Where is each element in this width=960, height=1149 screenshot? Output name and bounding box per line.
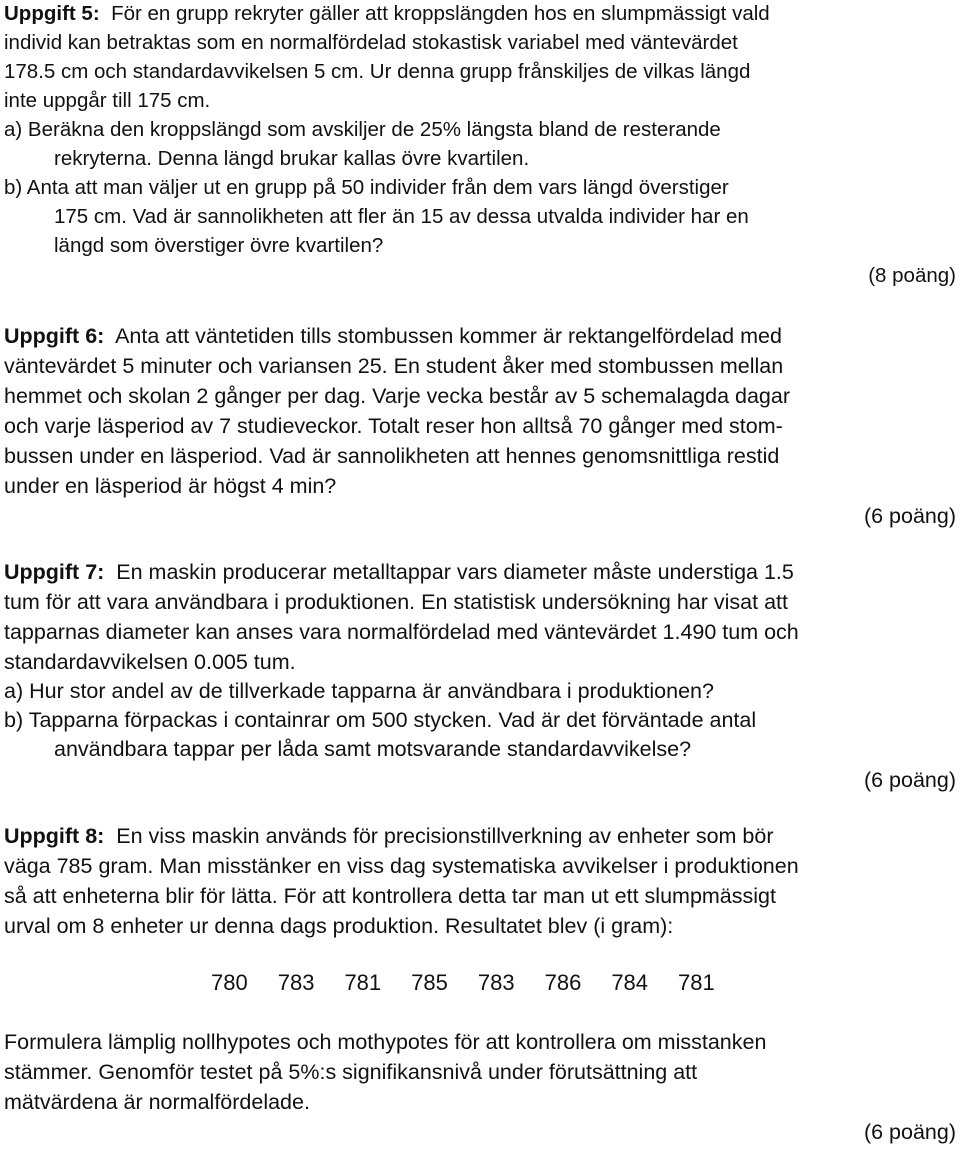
task-5-label: Uppgift 5: bbox=[4, 2, 100, 25]
task-8-after-line-3: mätvärdena är normalfördelade. bbox=[4, 1090, 310, 1114]
task-5-points: (8 poäng) bbox=[868, 264, 956, 287]
task-7-part-b: b) Tapparna förpackas i containrar om 500 stycken. Vad är det förväntade antal bbox=[4, 708, 757, 732]
task-5-part-b-cont-1: 175 cm. Vad är sannolikheten att fler än 15 av dessa utvalda individer har en bbox=[54, 205, 749, 228]
task-5-line-1: Uppgift 5: För en grupp rekryter gäller att kroppslängden hos en slumpmässigt vald bbox=[4, 2, 770, 25]
task-8-points: (6 poäng) bbox=[863, 1120, 956, 1144]
task-5-part-a: a) Beräkna den kroppslängd som avskiljer de 25% längsta bland de resterande bbox=[4, 118, 721, 141]
task-6-points: (6 poäng) bbox=[863, 504, 956, 528]
measurement-value: 781 bbox=[678, 970, 715, 995]
task-8-line-3: så att enheterna blir för lätta. För att kontrollera detta tar man ut ett slumpmässigt bbox=[4, 884, 776, 908]
task-7-line-4: standardavvikelsen 0.005 tum. bbox=[4, 650, 296, 674]
task-5-line-2: individ kan betraktas som en normalfördelad stokastisk variabel med väntevärdet bbox=[4, 31, 738, 54]
task-6-line-5: bussen under en läsperiod. Vad är sannolikheten att hennes genomsnittliga restid bbox=[4, 444, 780, 468]
task-7-points: (6 poäng) bbox=[863, 768, 956, 792]
task-5-line-3: 178.5 cm och standardavvikelsen 5 cm. Ur denna grupp frånskiljes de vilkas längd bbox=[4, 60, 751, 83]
task-8-line-4: urval om 8 enheter ur denna dags produktion. Resultatet blev (i gram): bbox=[4, 914, 674, 938]
measurement-value: 780 bbox=[211, 970, 248, 995]
measurement-value: 786 bbox=[544, 970, 582, 995]
task-8-after-line-2: stämmer. Genomför testet på 5%:s signifikansnivå under förutsättning att bbox=[4, 1060, 698, 1084]
measurement-value: 783 bbox=[277, 970, 315, 995]
task-6-line-2: väntevärdet 5 minuter och variansen 25. En student åker med stombussen mellan bbox=[4, 354, 784, 378]
task-5-line-4: inte uppgår till 175 cm. bbox=[4, 89, 211, 112]
task-7-line-1: Uppgift 7: En maskin producerar metalltappar vars diameter måste understiga 1.5 bbox=[4, 560, 794, 584]
task-5-part-a-cont: rekryterna. Denna längd brukar kallas övre kvartilen. bbox=[54, 147, 530, 170]
measurement-value: 785 bbox=[411, 970, 448, 995]
task-6-line-6: under en läsperiod är högst 4 min? bbox=[4, 474, 337, 498]
task-6-line-1: Uppgift 6: Anta att väntetiden tills stombussen kommer är rektangelfördelad med bbox=[4, 324, 782, 348]
task-6-label: Uppgift 6: bbox=[4, 324, 105, 348]
measurement-value: 783 bbox=[477, 970, 515, 995]
task-7-part-b-cont: användbara tappar per låda samt motsvarande standardavvikelse? bbox=[54, 737, 692, 761]
task-6-line-3: hemmet och skolan 2 gånger per dag. Varje vecka består av 5 schemalagda dagar bbox=[4, 384, 791, 408]
task-5-part-b-cont-2: längd som överstiger övre kvartilen? bbox=[54, 234, 384, 257]
task-8-line-1: Uppgift 8: En viss maskin används för precisionstillverkning av enheter som bör bbox=[4, 824, 774, 848]
task-7-line-2: tum för att vara användbara i produktionen. En statistisk undersökning har visat att bbox=[4, 590, 788, 614]
task-8-label: Uppgift 8: bbox=[4, 824, 105, 848]
task-8-after-line-1: Formulera lämplig nollhypotes och mothypotes för att kontrollera om misstanken bbox=[4, 1030, 767, 1054]
measurement-value: 784 bbox=[611, 970, 649, 995]
task-6-line-4: och varje läsperiod av 7 studieveckor. Totalt reser hon alltså 70 gånger med stom- bbox=[4, 414, 783, 438]
task-7-line-3: tapparnas diameter kan anses vara normalfördelad med väntevärdet 1.490 tum och bbox=[4, 620, 799, 644]
task-8-line-2: väga 785 gram. Man misstänker en viss dag systematiska avvikelser i produktionen bbox=[4, 854, 799, 878]
task-7-label: Uppgift 7: bbox=[4, 560, 105, 584]
measurement-values bbox=[211, 972, 745, 994]
measurement-value: 781 bbox=[344, 970, 382, 995]
task-5-part-b: b) Anta att man väljer ut en grupp på 50 individer från dem vars längd överstiger bbox=[4, 176, 729, 199]
task-7-part-a: a) Hur stor andel av de tillverkade tapparna är användbara i produktionen? bbox=[4, 679, 714, 703]
